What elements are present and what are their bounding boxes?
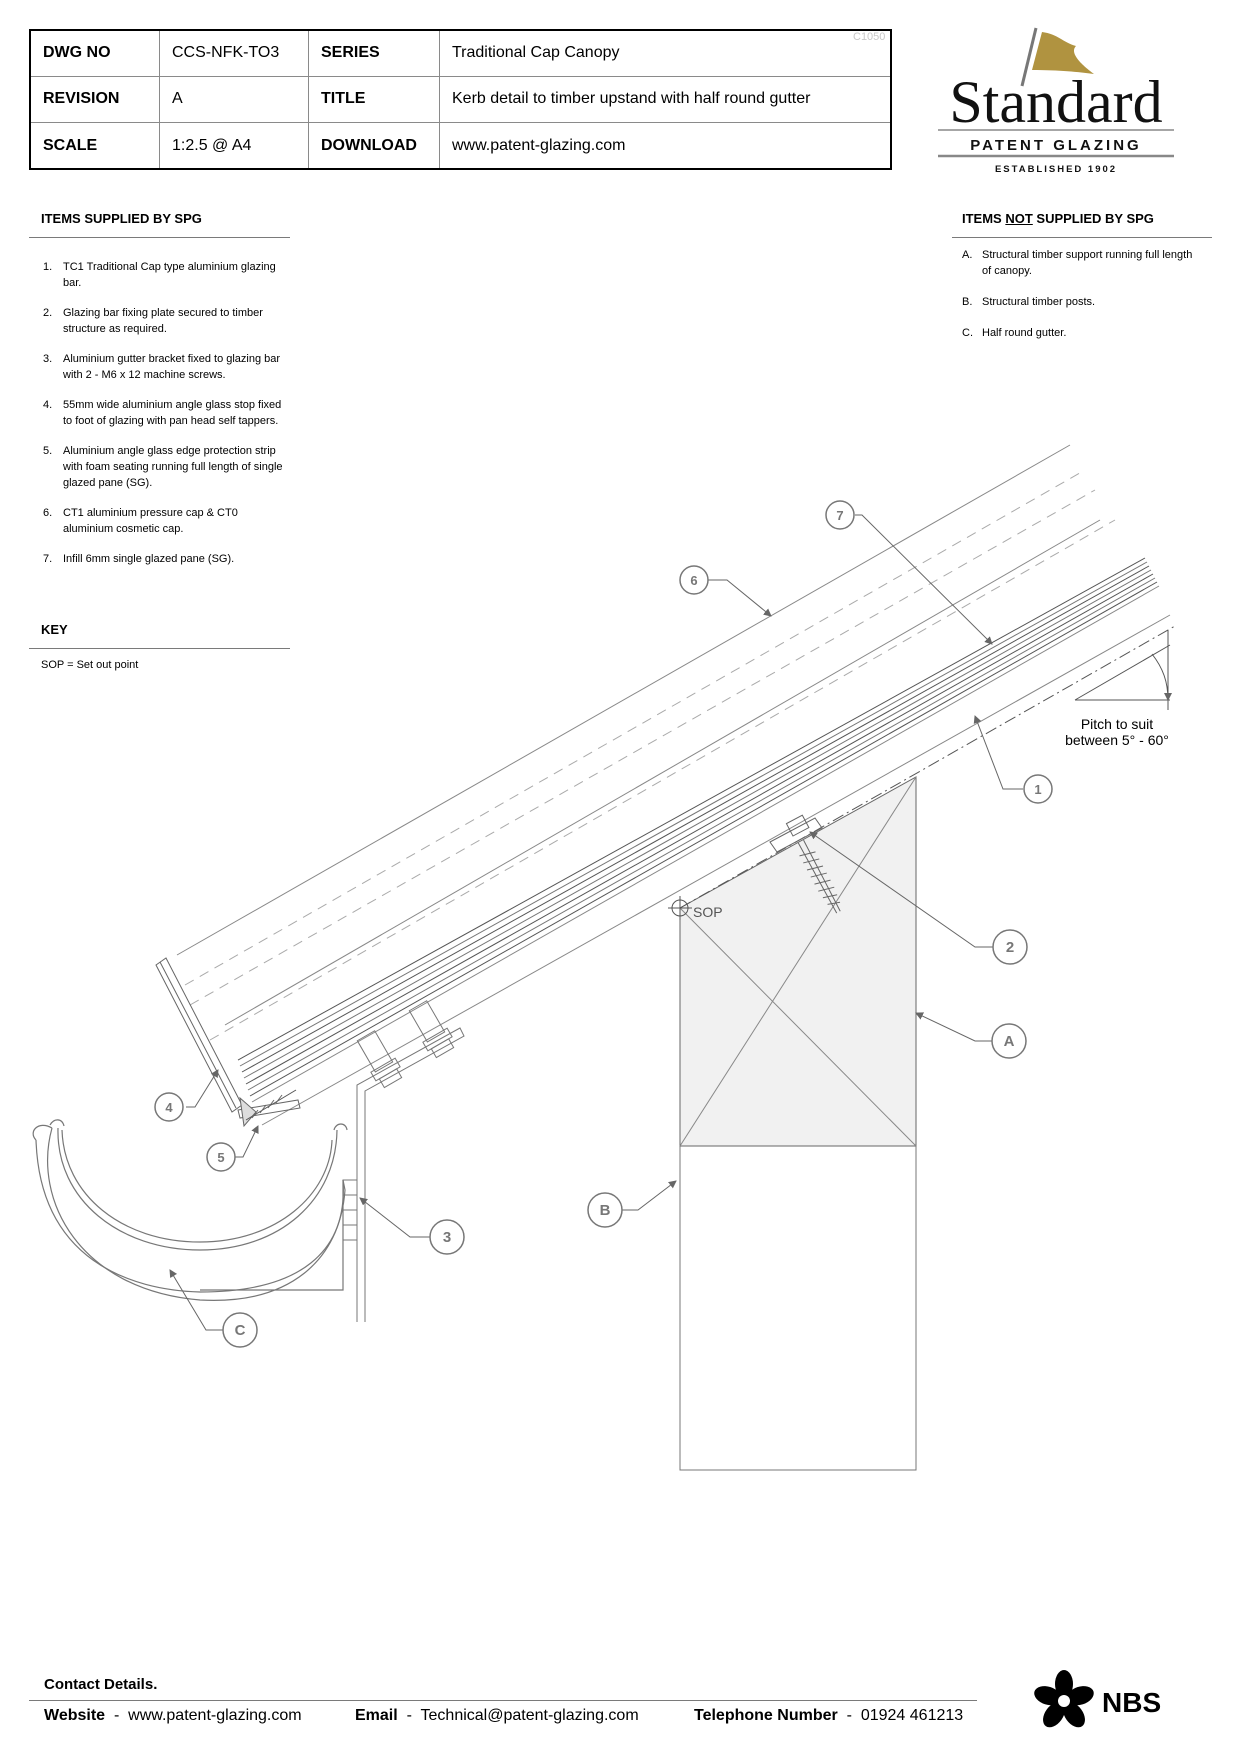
svg-text:B: B (599, 1202, 611, 1219)
series-label: SERIES (309, 31, 440, 76)
list-item: C. Half round gutter. (962, 327, 1067, 339)
callout-4 (155, 1093, 183, 1121)
scale-label: SCALE (31, 123, 160, 168)
phone-label: Telephone Number (694, 1707, 838, 1724)
list-item: 5. Aluminium angle glass edge protection strip with foam seating running full length of single glazed pane (SG). (43, 445, 283, 489)
leader-3 (360, 1198, 431, 1237)
callout-2 (993, 930, 1027, 964)
pitch-text-line2: between 5° - 60° (1065, 732, 1169, 748)
key-heading: KEY (41, 622, 68, 637)
timber-post (680, 1146, 916, 1470)
svg-text:2: 2 (1005, 939, 1015, 956)
nbs-text: NBS (1102, 1687, 1162, 1718)
half-round-gutter (33, 1120, 347, 1301)
svg-text:7: 7 (836, 508, 844, 523)
key-entry: SOP = Set out point (41, 659, 139, 671)
not-supplied-heading: ITEMS NOT SUPPLIED BY SPG (962, 211, 1154, 226)
list-item: A. Structural timber support running full length of canopy. (962, 249, 1193, 277)
phone-number[interactable]: 01924 461213 (860, 1707, 964, 1724)
leader-1 (975, 716, 1023, 789)
footer-phone: Telephone Number - 01924 461213 (694, 1707, 964, 1724)
svg-text:1: 1 (1034, 782, 1042, 797)
pressure-cap (185, 470, 1115, 1040)
email-link[interactable]: Technical@patent-glazing.com (420, 1707, 639, 1724)
svg-text:C: C (234, 1322, 246, 1339)
callout-B (588, 1193, 622, 1227)
download-link[interactable]: www.patent-glazing.com (440, 123, 891, 168)
svg-text:3: 3 (442, 1229, 452, 1246)
email-label: Email (355, 1707, 398, 1724)
title-value: Kerb detail to timber upstand with half round gutter (440, 76, 891, 122)
leader-6 (708, 580, 771, 616)
contact-heading: Contact Details. (44, 1676, 158, 1693)
callout-C (223, 1313, 257, 1347)
callout-A (992, 1024, 1026, 1058)
series-value: Traditional Cap Canopy (440, 31, 891, 76)
svg-text:A: A (1003, 1033, 1015, 1050)
revision-label: REVISION (31, 76, 160, 122)
logo-established-text: ESTABLISHED 1902 (994, 164, 1118, 175)
list-item: 6. CT1 aluminium pressure cap & CT0 aluminium cosmetic cap. (43, 507, 238, 535)
leader-7 (855, 515, 992, 644)
gutter-bracket (343, 999, 464, 1322)
svg-text:5: 5 (217, 1150, 225, 1165)
dwg-no-label: DWG NO (31, 31, 160, 76)
svg-text:4: 4 (165, 1100, 173, 1115)
footer-rule (29, 1700, 977, 1701)
title-label: TITLE (309, 76, 440, 122)
revision-value: A (160, 76, 309, 122)
supplied-heading: ITEMS SUPPLIED BY SPG (41, 211, 202, 226)
footer-email: Email - Technical@patent-glazing.com (355, 1707, 639, 1724)
scale-value: 1:2.5 @ A4 (160, 123, 309, 168)
logo-brand-text: Standard (949, 69, 1163, 135)
download-label: DOWNLOAD (309, 123, 440, 168)
callout-3 (430, 1220, 464, 1254)
callout-1 (1024, 775, 1052, 803)
drawing-code: C1050 (853, 31, 886, 43)
setting-out-line (680, 626, 1175, 908)
website-link[interactable]: www.patent-glazing.com (128, 1707, 302, 1724)
list-item: B. Structural timber posts. (962, 296, 1096, 308)
leader-A (916, 1013, 992, 1041)
footer-website: Website - www.patent-glazing.com (44, 1707, 302, 1724)
leader-B (622, 1181, 676, 1210)
logo-sub-text: PATENT GLAZING (970, 137, 1142, 154)
callout-6 (680, 566, 708, 594)
nbs-logo (1032, 1668, 1162, 1734)
list-item: 3. Aluminium gutter bracket fixed to glazing bar with 2 - M6 x 12 machine screws. (43, 353, 281, 381)
callout-7 (826, 501, 854, 529)
sop-label: SOP (693, 904, 723, 920)
list-item: 7. Infill 6mm single glazed pane (SG). (43, 553, 235, 565)
pitch-text-line1: Pitch to suit (1080, 716, 1154, 732)
website-label: Website (44, 1707, 106, 1724)
list-item: 2. Glazing bar fixing plate secured to timber structure as required. (43, 307, 263, 335)
list-item: 4. 55mm wide aluminium angle glass stop fixed to foot of glazing with pan head self tappers. (43, 399, 282, 427)
svg-text:6: 6 (690, 573, 698, 588)
list-item: 1. TC1 Traditional Cap type aluminium glazing bar. (43, 261, 276, 289)
nbs-flower-icon (1032, 1670, 1096, 1731)
leader-5 (235, 1126, 258, 1157)
callout-5 (207, 1143, 235, 1171)
dwg-no-value: CCS-NFK-TO3 (160, 31, 309, 76)
